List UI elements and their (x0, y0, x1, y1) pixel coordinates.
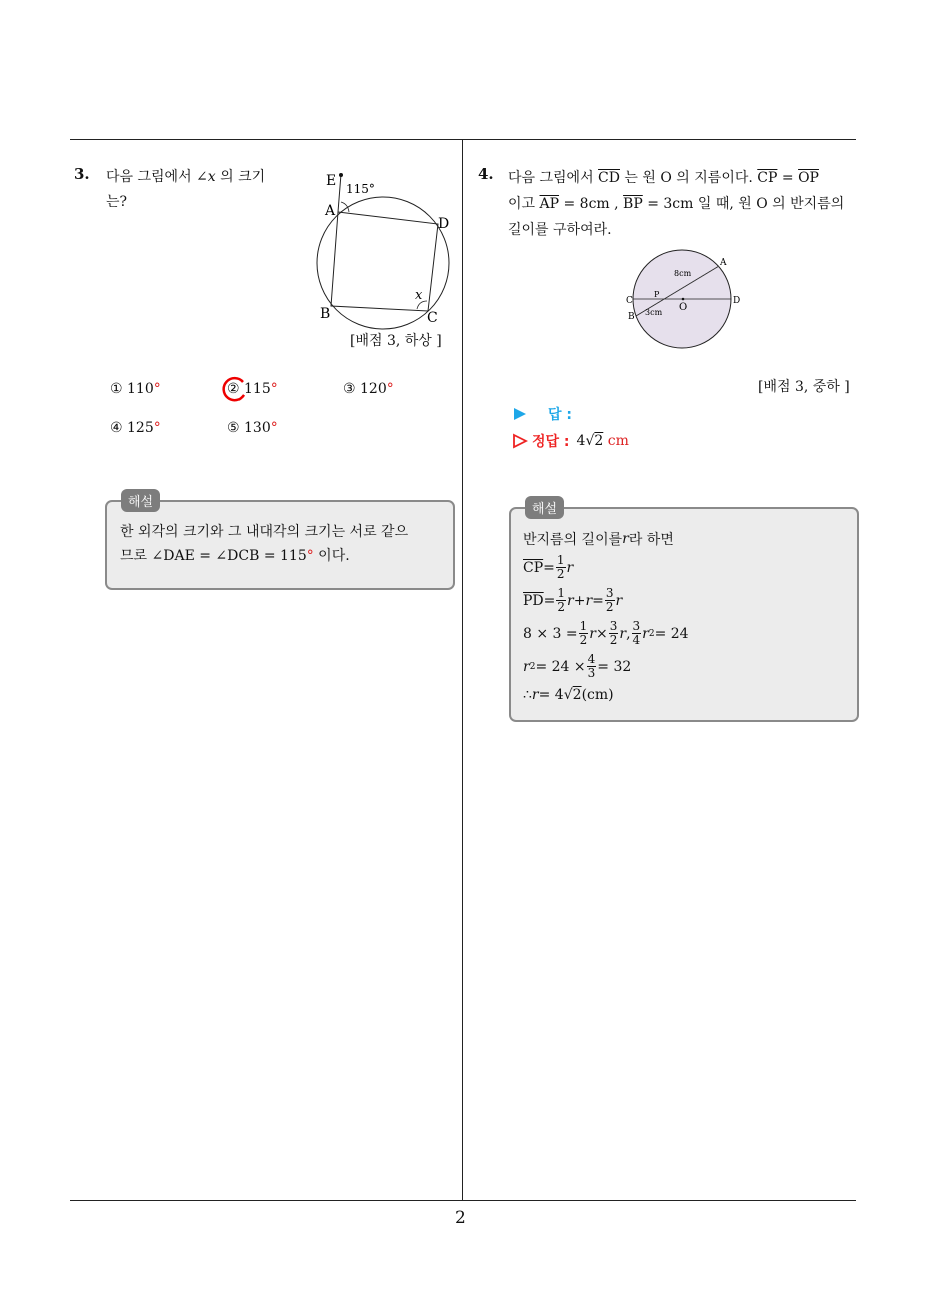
question-number: 4. (478, 165, 494, 183)
correct-label: 정답 : (532, 434, 570, 450)
page-number: 2 (455, 1208, 466, 1228)
question-text-line2: 이고 $\overline{AP} = 8cm$ , $\overline{BP} = 3cm$ 일 때, 원 O 의 반지름의 (508, 196, 845, 212)
question-4 (478, 165, 863, 243)
label-E: E (326, 173, 337, 189)
top-rule (70, 139, 856, 140)
question-text-line2: 는? (106, 194, 128, 210)
point-O (682, 298, 685, 301)
column-divider (462, 139, 463, 1201)
answer-label: 답 : (548, 407, 572, 423)
label-3cm: 3cm (645, 308, 663, 317)
choice-5[interactable]: ⑤ 130° (227, 420, 278, 436)
choice-3[interactable]: ③ 120° (343, 381, 394, 397)
explanation-text: 반지름의 길이를 r 라 하면 $\overline{CP}$ = $\frac{1}{2}$ r $\overline{PD}$ = $\frac{1}{2}$ r + r = $\frac{3}{2}$ r 8 × 3 = $\frac{1}{2}$ r × $\frac{3}{2}$ r , $\frac{3}{4}$ r 2 = 24 r 2 = 24 × $\frac{4}{3}$ = 32 ∴ r = 4 √ 2 (cm) (523, 531, 689, 703)
label-O: O (679, 302, 688, 313)
label-115: 115° (346, 182, 375, 196)
label-C: C (427, 310, 438, 326)
choice-1[interactable]: ① 110° (110, 381, 161, 397)
answer-row (512, 404, 572, 424)
q4-figure (620, 248, 750, 352)
correct-value: 4√2 cm (576, 433, 629, 449)
q3-score: [배점 3, 하상 ] (350, 333, 442, 349)
explanation-tag: 해설 (525, 496, 564, 519)
q4-score: [배점 3, 중하 ] (758, 379, 850, 395)
choice-4[interactable]: ④ 125° (110, 420, 161, 436)
triangle-outline-icon (512, 433, 528, 449)
q4-explanation-box (509, 502, 859, 722)
q3-explanation-box (105, 495, 455, 590)
label-8cm: 8cm (674, 269, 692, 278)
label-A: A (325, 203, 336, 219)
explanation-tag: 해설 (121, 489, 160, 512)
question-text-line1: 다음 그림에서 $\overline{CD}$ 는 원 O 의 지름이다. $\overline{CP} = \overline{OP}$ (508, 170, 819, 186)
label-x: x (415, 288, 423, 303)
q3-figure (310, 160, 460, 330)
label-D: D (438, 216, 450, 232)
line-AE (338, 174, 341, 212)
label-P: P (654, 290, 660, 299)
triangle-filled-icon (512, 407, 528, 421)
label-A: A (720, 258, 727, 268)
label-D: D (733, 296, 741, 306)
label-C: C (626, 296, 633, 306)
point-E (339, 173, 343, 177)
question-text: 다음 그림에서 ∠x 의 크기 (106, 169, 266, 185)
choice-2[interactable]: ② 115° (227, 381, 278, 397)
explanation-text: 한 외각의 크기와 그 내대각의 크기는 서로 같으 므로 ∠DAE = ∠DCB = 115° 이다. (120, 524, 409, 564)
label-B: B (628, 312, 635, 322)
bottom-rule (70, 1200, 856, 1201)
question-3 (74, 165, 304, 215)
question-number: 3. (74, 165, 90, 183)
correct-answer-row (512, 431, 629, 451)
question-text-line3: 길이를 구하여라. (508, 222, 612, 238)
selected-answer-circle (219, 374, 249, 404)
label-B: B (320, 306, 331, 322)
